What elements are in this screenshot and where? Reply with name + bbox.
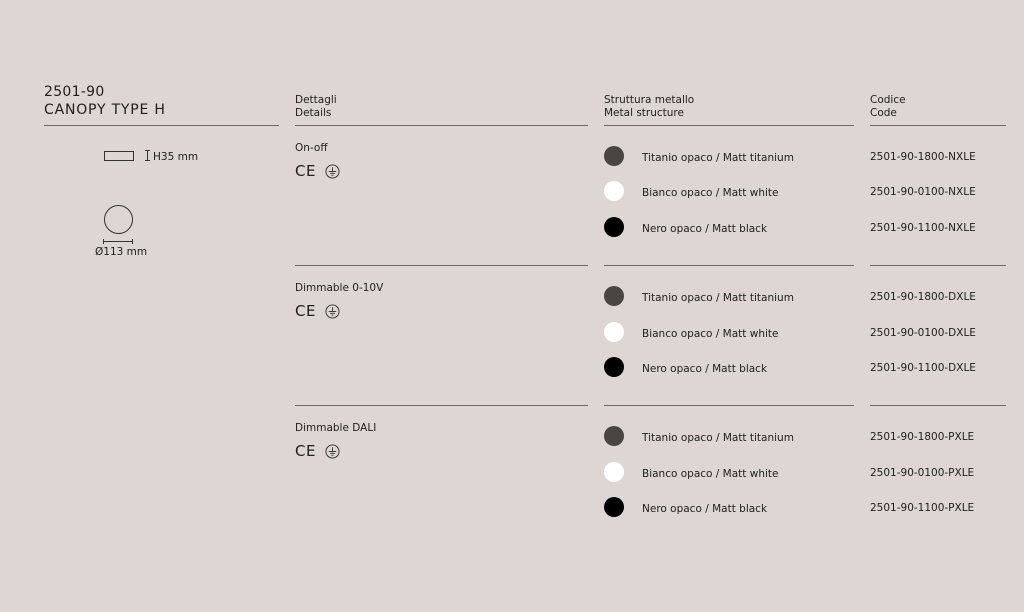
detail-label: Dimmable DALI: [295, 422, 377, 434]
divider: [870, 405, 1006, 406]
divider: [604, 405, 854, 406]
finish-label: Titanio opaco / Matt titanium: [642, 292, 794, 304]
finish-label: Bianco opaco / Matt white: [642, 187, 779, 199]
ground-icon: [325, 304, 340, 319]
product-code: 2501-90: [44, 84, 105, 100]
product-code-cell: 2501-90-0100-PXLE: [870, 467, 975, 479]
swatch-black: [604, 217, 624, 237]
height-dimension: H35 mm: [153, 151, 199, 163]
divider: [295, 405, 588, 406]
divider: [870, 125, 1006, 126]
structure-header-it: Struttura metallo: [604, 94, 695, 106]
canopy-side-view-icon: [104, 151, 134, 161]
details-header-en: Details: [295, 107, 332, 119]
product-code-cell: 2501-90-0100-DXLE: [870, 327, 976, 339]
product-code-cell: 2501-90-1800-PXLE: [870, 431, 975, 443]
ground-icon: [325, 164, 340, 179]
swatch-titanium: [604, 286, 624, 306]
finish-label: Nero opaco / Matt black: [642, 503, 768, 515]
ground-icon: [325, 444, 340, 459]
swatch-black: [604, 497, 624, 517]
product-code-cell: 2501-90-1100-PXLE: [870, 502, 975, 514]
swatch-white: [604, 322, 624, 342]
swatch-titanium: [604, 426, 624, 446]
product-name: CANOPY TYPE H: [44, 102, 166, 118]
code-header-it: Codice: [870, 94, 906, 106]
code-header-en: Code: [870, 107, 897, 119]
divider: [44, 125, 279, 126]
diameter-dimension-icon: [103, 241, 133, 242]
details-header-it: Dettagli: [295, 94, 337, 106]
product-code-cell: 2501-90-1800-DXLE: [870, 291, 976, 303]
swatch-titanium: [604, 146, 624, 166]
divider: [604, 265, 854, 266]
structure-header-en: Metal structure: [604, 107, 684, 119]
finish-label: Bianco opaco / Matt white: [642, 328, 779, 340]
swatch-black: [604, 357, 624, 377]
detail-label: On-off: [295, 142, 328, 154]
height-dimension-icon: [147, 150, 148, 161]
swatch-white: [604, 462, 624, 482]
ce-mark-icon: CE: [295, 302, 316, 320]
finish-label: Nero opaco / Matt black: [642, 223, 768, 235]
divider: [870, 265, 1006, 266]
ce-mark-icon: CE: [295, 162, 316, 180]
ce-mark-icon: CE: [295, 442, 316, 460]
certification-marks: [295, 303, 340, 319]
product-code-cell: 2501-90-0100-NXLE: [870, 186, 976, 198]
details-header: [295, 94, 337, 120]
certification-marks: [295, 163, 340, 179]
code-header: [870, 94, 906, 120]
swatch-white: [604, 181, 624, 201]
finish-label: Bianco opaco / Matt white: [642, 468, 779, 480]
product-code-cell: 2501-90-1100-DXLE: [870, 362, 976, 374]
structure-header: [604, 94, 694, 120]
canopy-top-view-icon: [104, 205, 133, 234]
finish-label: Nero opaco / Matt black: [642, 363, 768, 375]
divider: [295, 265, 588, 266]
certification-marks: [295, 443, 340, 459]
product-code-cell: 2501-90-1800-NXLE: [870, 151, 976, 163]
divider: [295, 125, 588, 126]
product-code-cell: 2501-90-1100-NXLE: [870, 222, 976, 234]
divider: [604, 125, 854, 126]
diameter-dimension: Ø113 mm: [95, 246, 148, 258]
finish-label: Titanio opaco / Matt titanium: [642, 152, 794, 164]
finish-label: Titanio opaco / Matt titanium: [642, 432, 794, 444]
detail-label: Dimmable 0-10V: [295, 282, 384, 294]
